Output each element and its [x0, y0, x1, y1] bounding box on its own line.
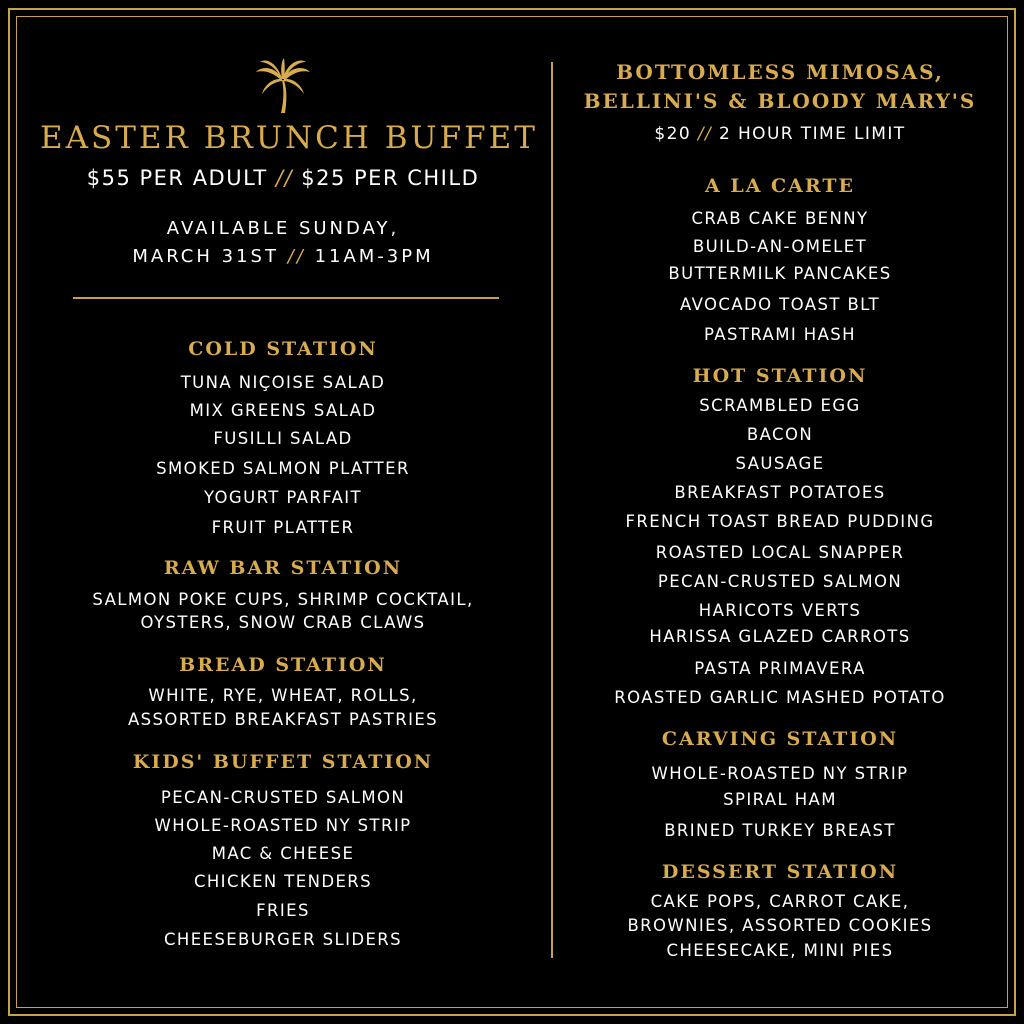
menu-item: BRINED TURKEY BREAST — [664, 821, 896, 840]
menu-item: YOGURT PARFAIT — [203, 488, 363, 507]
menu-item: SPIRAL HAM — [723, 790, 837, 809]
menu-item: BUILD-AN-OMELET — [692, 237, 868, 256]
menu-item: PASTA PRIMAVERA — [694, 659, 866, 678]
menu-item: ROASTED GARLIC MASHED POTATO — [614, 688, 946, 707]
page-title: EASTER BRUNCH BUFFET — [40, 120, 538, 156]
menu-item: CHEESECAKE, MINI PIES — [666, 941, 894, 960]
section-title-kids: KIDS' BUFFET STATION — [132, 751, 434, 773]
menu-item: ROASTED LOCAL SNAPPER — [655, 543, 905, 562]
menu-item: FRIES — [256, 901, 310, 920]
section-title-raw-bar: RAW BAR STATION — [163, 557, 403, 579]
menu-item: BUTTERMILK PANCAKES — [668, 264, 892, 283]
availability-separator: // — [287, 246, 306, 267]
menu-item: ASSORTED BREAKFAST PASTRIES — [127, 710, 439, 729]
menu-item: FRUIT PLATTER — [211, 518, 355, 537]
section-title-dessert: DESSERT STATION — [661, 861, 899, 883]
menu-item: SCRAMBLED EGG — [699, 396, 861, 415]
menu-item: AVOCADO TOAST BLT — [680, 295, 880, 314]
price-adult: $55 PER ADULT — [86, 166, 268, 190]
menu-item: FRENCH TOAST BREAD PUDDING — [625, 512, 935, 531]
drinks-price-line — [568, 124, 992, 144]
menu-item: MAC & CHEESE — [211, 844, 355, 863]
menu-item: BROWNIES, ASSORTED COOKIES — [627, 916, 933, 935]
menu-item: SAUSAGE — [735, 454, 825, 473]
section-title-hot: HOT STATION — [692, 365, 868, 387]
availability-line-1: AVAILABLE SUNDAY, — [166, 218, 400, 239]
menu-item: WHOLE-ROASTED NY STRIP — [651, 764, 909, 783]
menu-item: CAKE POPS, CARROT CAKE, — [650, 892, 910, 911]
drinks-separator: // — [697, 124, 713, 144]
menu-item: BACON — [746, 425, 814, 444]
price-separator: // — [275, 166, 294, 190]
menu-item: PECAN-CRUSTED SALMON — [160, 788, 406, 807]
price-child: $25 PER CHILD — [301, 166, 480, 190]
palm-tree-icon — [254, 58, 312, 114]
drinks-title-line-1: BOTTOMLESS MIMOSAS, — [616, 60, 944, 84]
menu-item: SALMON POKE CUPS, SHRIMP COCKTAIL, — [92, 590, 474, 609]
availability-time: 11AM-3PM — [314, 246, 434, 267]
section-title-cold: COLD STATION — [188, 338, 378, 360]
menu-item: CHICKEN TENDERS — [193, 872, 373, 891]
menu-item: FUSILLI SALAD — [213, 429, 353, 448]
menu-item: BREAKFAST POTATOES — [674, 483, 886, 502]
menu-item: MIX GREENS SALAD — [189, 401, 377, 420]
right-column — [568, 0, 992, 1024]
drinks-title-line-2: BELLINI'S & BLOODY MARY'S — [583, 89, 977, 113]
availability-date: MARCH 31ST — [132, 246, 279, 267]
drinks-time-limit: 2 HOUR TIME LIMIT — [718, 124, 906, 144]
section-title-a-la-carte: A LA CARTE — [704, 175, 855, 197]
menu-item: OYSTERS, SNOW CRAB CLAWS — [140, 613, 426, 632]
menu-item: HARISSA GLAZED CARROTS — [649, 627, 911, 646]
menu-item: WHITE, RYE, WHEAT, ROLLS, — [148, 686, 418, 705]
menu-item: TUNA NIÇOISE SALAD — [180, 373, 386, 392]
menu-item: WHOLE-ROASTED NY STRIP — [154, 816, 412, 835]
price-line — [40, 166, 526, 190]
gold-rule — [73, 297, 499, 299]
menu-item: PECAN-CRUSTED SALMON — [657, 572, 903, 591]
section-title-carving: CARVING STATION — [661, 728, 899, 750]
left-column — [40, 0, 538, 1024]
menu-item: SMOKED SALMON PLATTER — [156, 459, 410, 478]
menu-item: CRAB CAKE BENNY — [691, 209, 869, 228]
menu-item: CHEESEBURGER SLIDERS — [163, 930, 403, 949]
drinks-price: $20 — [654, 124, 692, 144]
menu-item: HARICOTS VERTS — [698, 601, 862, 620]
availability-line-2 — [40, 246, 526, 267]
column-divider — [551, 62, 553, 958]
section-title-bread: BREAD STATION — [179, 654, 387, 676]
menu-item: PASTRAMI HASH — [704, 325, 856, 344]
